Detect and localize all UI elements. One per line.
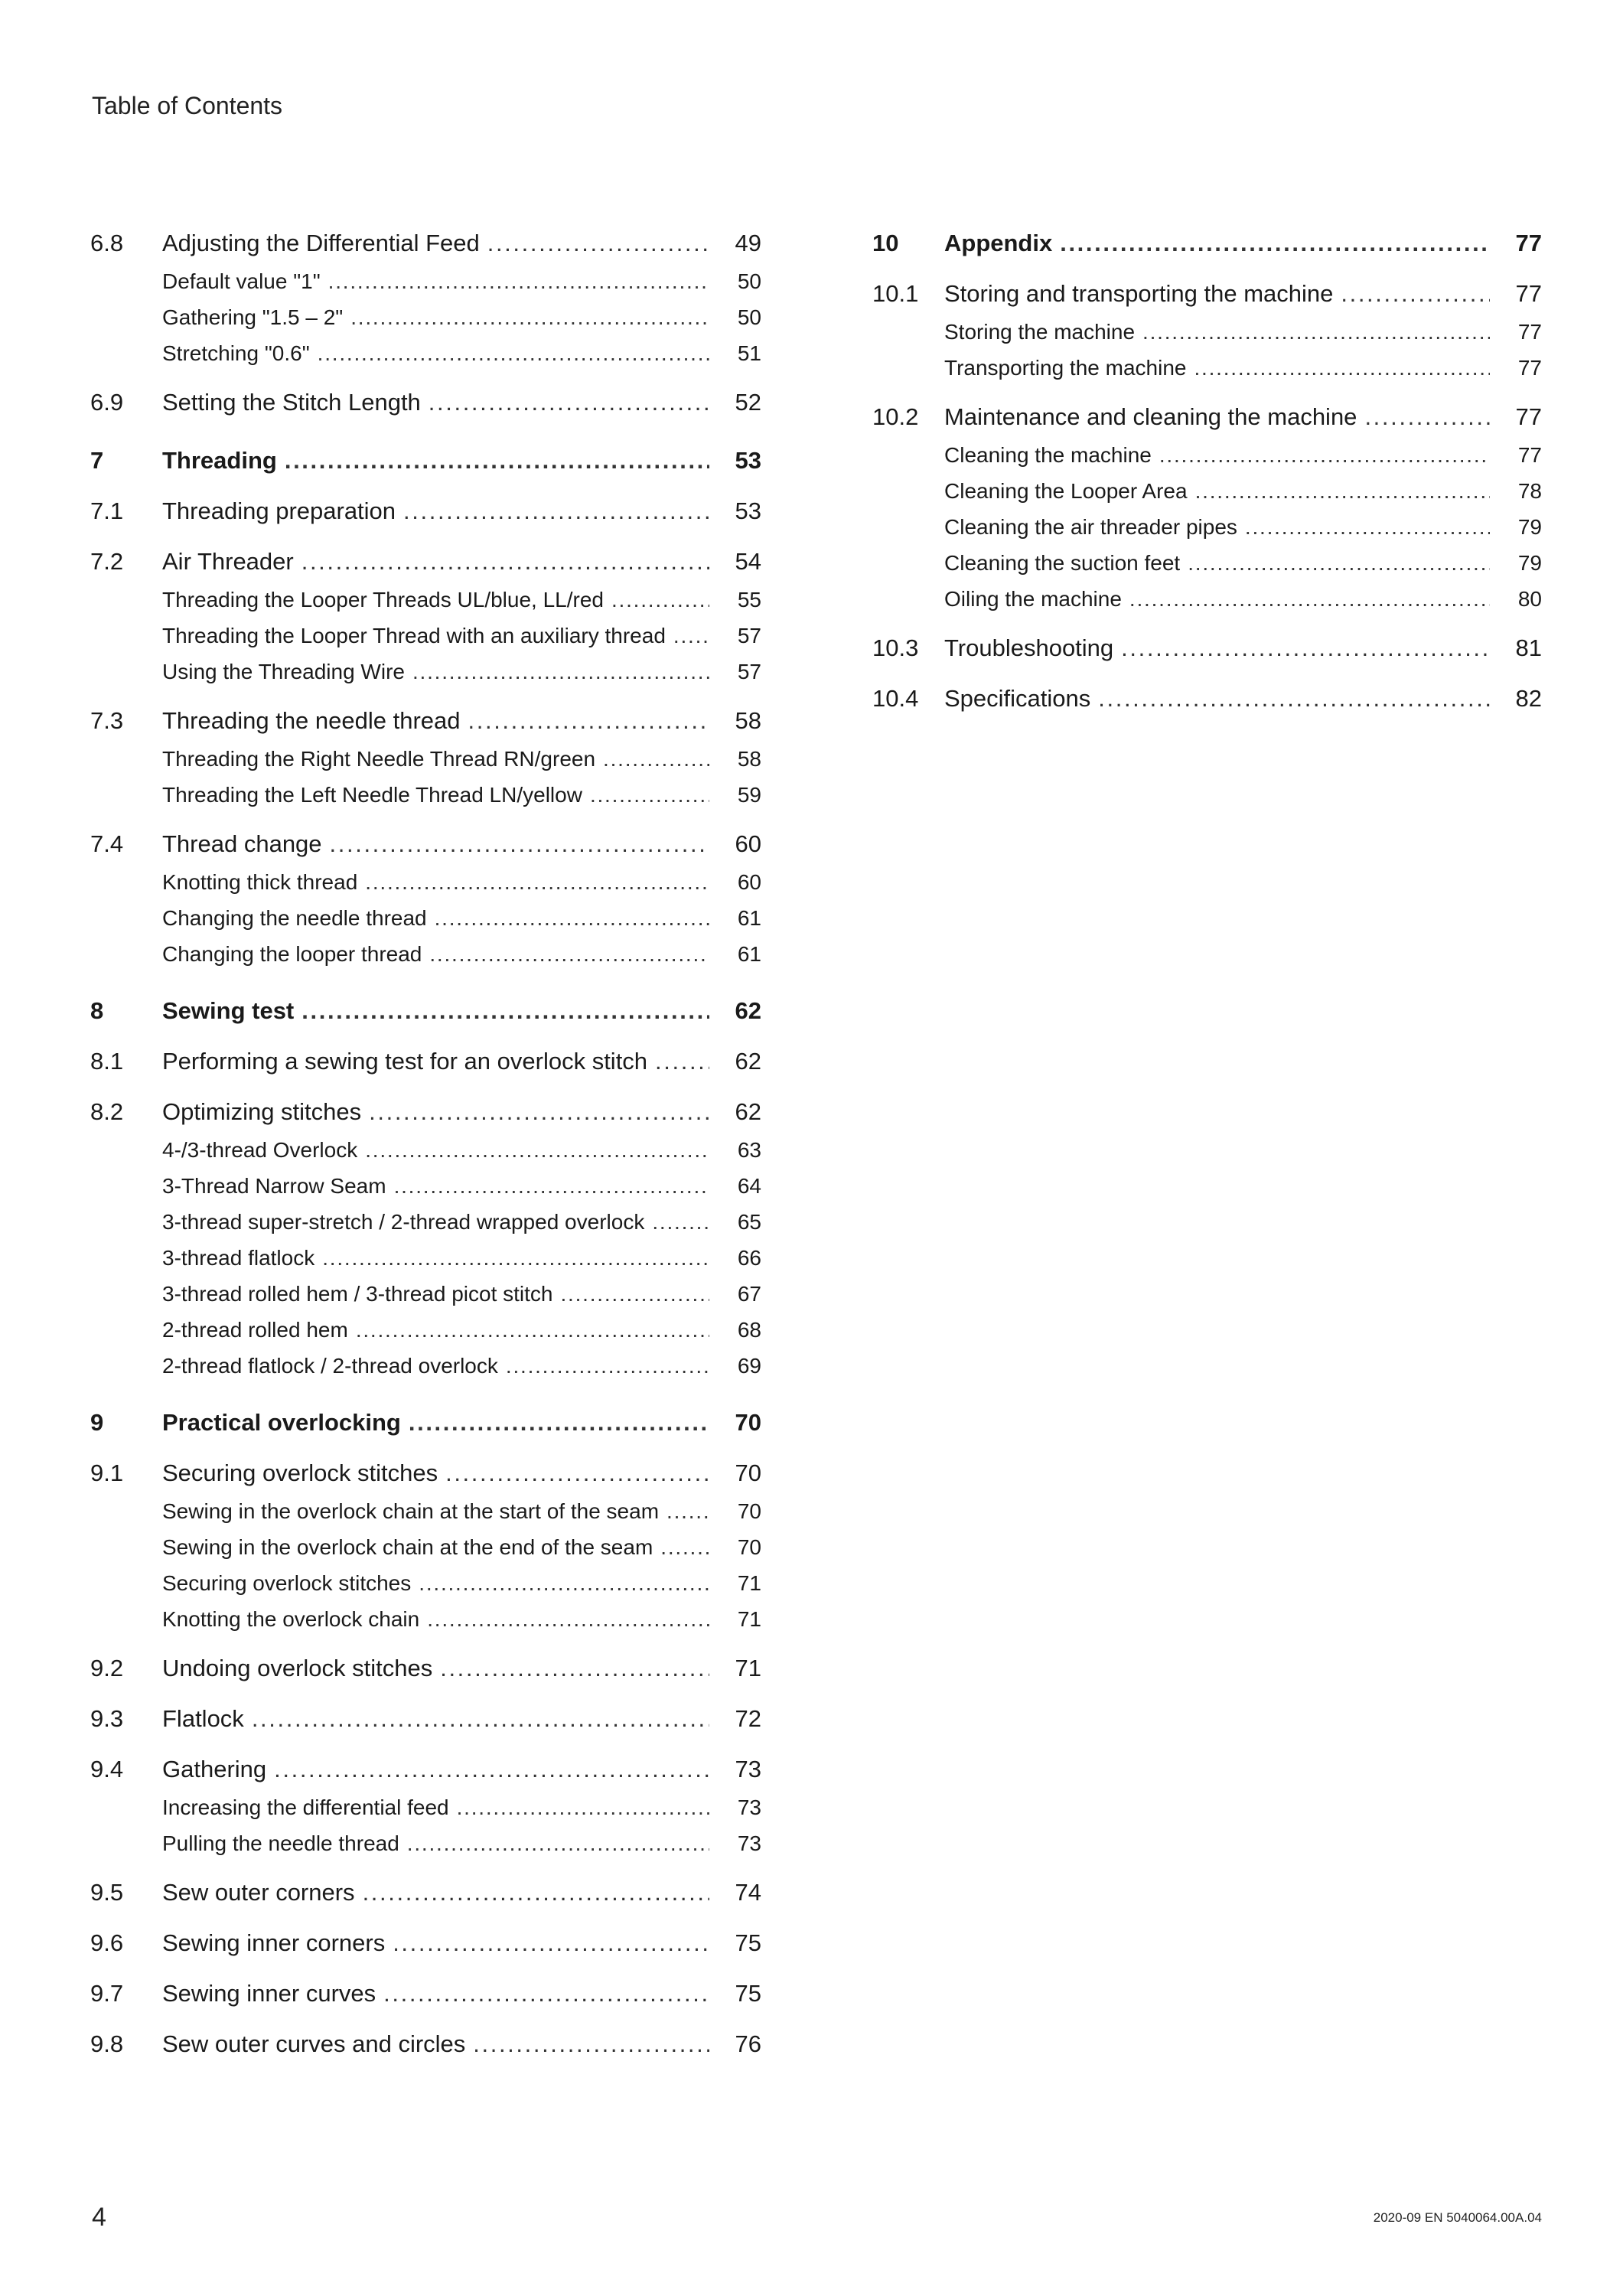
dot-leader [412,660,709,684]
dot-leader [1194,356,1490,380]
dot-leader [301,997,709,1025]
dot-leader [363,1879,709,1906]
dot-leader [285,447,709,475]
dot-leader [322,1246,709,1270]
toc-entry-sub[interactable] [90,660,761,684]
toc-entry-section[interactable] [872,685,1542,713]
toc-entry-section[interactable] [872,280,1542,308]
toc-entry-page: 52 [735,389,761,416]
dot-leader [365,1138,709,1163]
toc-entry-title: 3-thread super-stretch / 2-thread wrapped overlock [162,1210,645,1234]
toc-entry-sub[interactable] [90,1210,761,1234]
toc-entry-section[interactable] [90,707,761,735]
toc-entry-number: 8.1 [90,1048,124,1075]
toc-entry-number: 10.3 [872,634,919,661]
dot-leader [560,1282,709,1306]
toc-entry-chapter[interactable] [872,230,1542,257]
toc-entry-page: 57 [737,660,761,683]
toc-entry-sub[interactable] [90,1831,761,1856]
toc-entry-title: Flatlock [162,1705,244,1732]
toc-entry-page: 73 [735,1756,761,1782]
toc-entry-section[interactable] [90,1655,761,1682]
toc-entry-section[interactable] [90,1879,761,1906]
toc-entry-sub[interactable] [90,305,761,330]
toc-entry-title: Changing the looper thread [162,942,422,966]
toc-entry-sub[interactable] [90,1795,761,1820]
page-header-title: Table of Contents [92,92,283,119]
toc-entry-number: 9.8 [90,2030,124,2057]
toc-entry-section[interactable] [90,1980,761,2007]
dot-leader [318,341,709,366]
toc-entry-page: 53 [735,447,761,474]
footer-page-number: 4 [92,2203,106,2232]
toc-entry-sub[interactable] [90,1571,761,1596]
toc-entry-sub[interactable] [90,341,761,366]
dot-leader [473,2030,709,2058]
toc-entry-page: 55 [737,588,761,612]
toc-right-column [872,230,1542,725]
toc-entry-number: 9.7 [90,1980,124,2007]
toc-entry-page: 78 [1517,479,1542,503]
toc-entry-title: Oiling the machine [944,587,1122,611]
toc-entry-number: 9 [90,1409,104,1436]
toc-entry-title: Storing the machine [944,320,1136,344]
dot-leader [673,624,709,648]
dot-leader [274,1756,709,1783]
toc-entry-page: 71 [735,1655,761,1681]
toc-entry-sub[interactable] [90,269,761,294]
toc-entry-page: 54 [735,548,761,575]
toc-entry-page: 62 [735,997,761,1024]
dot-leader [356,1318,709,1342]
dot-leader [468,707,709,735]
toc-entry-page: 79 [1517,515,1542,539]
toc-entry-page: 62 [735,1098,761,1125]
toc-entry-section[interactable] [872,403,1542,431]
toc-entry-page: 70 [735,1409,761,1436]
dot-leader [1195,479,1490,504]
toc-entry-page: 50 [737,305,761,329]
toc-entry-number: 8.2 [90,1098,124,1125]
toc-entry-page: 61 [737,906,761,930]
toc-entry-page: 77 [1515,280,1542,307]
toc-entry-page: 77 [1515,403,1542,430]
toc-entry-section[interactable] [90,830,761,858]
dot-leader [350,305,709,330]
toc-entry-sub[interactable] [90,624,761,648]
toc-entry-title: Cleaning the Looper Area [944,479,1188,503]
toc-entry-sub[interactable] [90,1607,761,1632]
toc-entry-page: 77 [1517,443,1542,467]
dot-leader [1098,685,1490,713]
toc-entry-page: 67 [737,1282,761,1306]
dot-leader [383,1980,709,2007]
toc-entry-title: Using the Threading Wire [162,660,405,683]
toc-entry-page: 59 [737,783,761,807]
dot-leader [1142,320,1490,344]
toc-entry-page: 70 [737,1535,761,1559]
toc-entry-sub[interactable] [872,551,1542,576]
toc-entry-number: 8 [90,997,104,1024]
dot-leader [435,906,709,931]
toc-entry-section[interactable] [90,548,761,576]
toc-entry-title: Securing overlock stitches [162,1571,412,1595]
toc-entry-title: Cleaning the air threader pipes [944,515,1237,539]
toc-entry-number: 10 [872,230,899,256]
toc-entry-page: 58 [737,747,761,771]
toc-entry-page: 73 [737,1795,761,1819]
toc-entry-sub[interactable] [90,942,761,967]
toc-entry-page: 61 [737,942,761,966]
toc-entry-number: 9.1 [90,1459,124,1486]
dot-leader [301,548,709,576]
toc-entry-page: 77 [1515,230,1542,256]
dot-leader [1364,403,1490,431]
dot-leader [603,747,709,771]
toc-entry-page: 70 [737,1499,761,1523]
dot-leader [427,1607,709,1632]
toc-entry-sub[interactable] [90,1354,761,1378]
toc-entry-title: Threading the Looper Thread with an auxiliary thread [162,624,666,647]
dot-leader [394,1174,709,1199]
toc-entry-section[interactable] [90,1929,761,1957]
toc-entry-title: Adjusting the Differential Feed [162,230,480,256]
toc-entry-title: Knotting the overlock chain [162,1607,420,1631]
toc-entry-page: 53 [735,497,761,524]
dot-leader [1129,587,1490,612]
toc-entry-title: Troubleshooting [944,634,1114,661]
toc-entry-number: 9.4 [90,1756,124,1782]
toc-entry-page: 49 [735,230,761,256]
dot-leader [409,1409,709,1437]
toc-entry-page: 79 [1517,551,1542,575]
toc-entry-page: 63 [737,1138,761,1162]
dot-leader [457,1795,709,1820]
toc-entry-section[interactable] [90,230,761,257]
toc-entry-title: Maintenance and cleaning the machine [944,403,1357,430]
toc-entry-title: Increasing the differential feed [162,1795,449,1819]
toc-entry-chapter[interactable] [90,447,761,475]
toc-entry-title: Transporting the machine [944,356,1187,380]
toc-entry-page: 80 [1517,587,1542,611]
dot-leader [429,942,709,967]
toc-entry-page: 77 [1517,356,1542,380]
toc-entry-title: Gathering "1.5 – 2" [162,305,344,329]
toc-entry-sub[interactable] [90,1318,761,1342]
dot-leader [590,783,709,807]
toc-entry-sub[interactable] [90,1282,761,1306]
toc-entry-title: Sewing in the overlock chain at the start of the seam [162,1499,660,1523]
toc-entry-title: Sew outer curves and circles [162,2030,466,2057]
toc-entry-sub[interactable] [872,356,1542,380]
toc-entry-title: Optimizing stitches [162,1098,362,1125]
dot-leader [1245,515,1490,540]
toc-entry-title: Sewing inner corners [162,1929,386,1956]
toc-entry-sub[interactable] [90,747,761,771]
toc-entry-title: Cleaning the machine [944,443,1152,467]
toc-entry-page: 82 [1515,685,1542,712]
toc-entry-sub[interactable] [872,443,1542,468]
toc-entry-number: 9.6 [90,1929,124,1956]
toc-entry-sub[interactable] [872,320,1542,344]
toc-entry-page: 71 [737,1607,761,1631]
toc-entry-title: Knotting thick thread [162,870,358,894]
toc-entry-title: Air Threader [162,548,294,575]
toc-entry-title: 4-/3-thread Overlock [162,1138,358,1162]
dot-leader [506,1354,709,1378]
toc-entry-section[interactable] [90,1048,761,1075]
toc-entry-sub[interactable] [90,1246,761,1270]
dot-leader [403,497,709,525]
toc-entry-number: 9.2 [90,1655,124,1681]
toc-entry-page: 66 [737,1246,761,1270]
toc-entry-number: 9.5 [90,1879,124,1906]
toc-entry-chapter[interactable] [90,1409,761,1437]
toc-entry-number: 10.2 [872,403,919,430]
toc-entry-title: 2-thread flatlock / 2-thread overlock [162,1354,498,1378]
toc-entry-title: Securing overlock stitches [162,1459,438,1486]
toc-entry-page: 73 [737,1831,761,1855]
dot-leader [252,1705,709,1733]
toc-entry-number: 6.8 [90,230,124,256]
dot-leader [365,870,709,895]
toc-entry-title: Performing a sewing test for an overlock stitch [162,1048,648,1075]
toc-entry-section[interactable] [90,497,761,525]
toc-entry-title: 3-Thread Narrow Seam [162,1174,386,1198]
toc-entry-page: 60 [737,870,761,894]
toc-entry-title: Gathering [162,1756,267,1782]
toc-entry-title: Changing the needle thread [162,906,427,930]
toc-entry-title: Stretching "0.6" [162,341,310,365]
dot-leader [407,1831,709,1856]
toc-entry-section[interactable] [90,2030,761,2058]
toc-entry-title: Threading the Left Needle Thread LN/yellow [162,783,582,807]
toc-entry-page: 69 [737,1354,761,1378]
toc-entry-page: 74 [735,1879,761,1906]
dot-leader [440,1655,709,1682]
dot-leader [1159,443,1490,468]
toc-entry-page: 70 [735,1459,761,1486]
toc-entry-sub[interactable] [90,1138,761,1163]
toc-entry-sub[interactable] [90,870,761,895]
toc-entry-title: Threading preparation [162,497,396,524]
toc-entry-title: Appendix [944,230,1053,256]
toc-entry-title: 3-thread flatlock [162,1246,315,1270]
toc-entry-title: Sewing in the overlock chain at the end of the seam [162,1535,653,1559]
toc-entry-sub[interactable] [90,1174,761,1199]
toc-entry-title: Sew outer corners [162,1879,355,1906]
toc-entry-page: 75 [735,1929,761,1956]
toc-entry-page: 75 [735,1980,761,2007]
toc-entry-section[interactable] [90,1459,761,1487]
toc-entry-title: Specifications [944,685,1091,712]
toc-entry-title: Threading the needle thread [162,707,461,734]
toc-entry-page: 81 [1515,634,1542,661]
toc-entry-sub[interactable] [90,1535,761,1560]
toc-entry-sub[interactable] [90,783,761,807]
toc-entry-section[interactable] [90,1705,761,1733]
toc-entry-page: 77 [1517,320,1542,344]
toc-entry-title: Threading [162,447,277,474]
toc-entry-title: Threading the Looper Threads UL/blue, LL/red [162,588,604,612]
toc-entry-sub[interactable] [90,906,761,931]
dot-leader [369,1098,709,1126]
dot-leader [666,1499,709,1524]
toc-entry-number: 7 [90,447,104,474]
toc-entry-title: Sewing inner curves [162,1980,376,2007]
toc-entry-page: 57 [737,624,761,647]
dot-leader [330,830,709,858]
dot-leader [1060,230,1490,257]
toc-entry-page: 58 [735,707,761,734]
toc-entry-page: 71 [737,1571,761,1595]
toc-entry-section[interactable] [90,1756,761,1783]
toc-entry-number: 10.4 [872,685,919,712]
dot-leader [655,1048,709,1075]
toc-entry-title: 3-thread rolled hem / 3-thread picot stitch [162,1282,553,1306]
toc-entry-sub[interactable] [872,515,1542,540]
dot-leader [393,1929,709,1957]
toc-entry-title: Threading the Right Needle Thread RN/green [162,747,596,771]
toc-entry-title: Storing and transporting the machine [944,280,1334,307]
toc-entry-title: 2-thread rolled hem [162,1318,348,1342]
dot-leader [611,588,709,612]
dot-leader [429,389,709,416]
toc-entry-number: 7.4 [90,830,124,857]
toc-entry-title: Sewing test [162,997,295,1024]
toc-entry-title: Setting the Stitch Length [162,389,421,416]
toc-entry-page: 64 [737,1174,761,1198]
toc-left-column [90,230,761,2070]
dot-leader [328,269,709,294]
footer-doc-code: 2020-09 EN 5040064.00A.04 [1373,2210,1542,2225]
toc-entry-section[interactable] [90,389,761,416]
toc-entry-title: Pulling the needle thread [162,1831,399,1855]
toc-entry-page: 76 [735,2030,761,2057]
dot-leader [419,1571,709,1596]
toc-entry-number: 10.1 [872,280,919,307]
toc-entry-section[interactable] [872,634,1542,662]
dot-leader [487,230,709,257]
toc-entry-title: Default value "1" [162,269,321,293]
toc-entry-sub[interactable] [872,587,1542,612]
toc-entry-page: 60 [735,830,761,857]
toc-entry-title: Cleaning the suction feet [944,551,1181,575]
toc-entry-section[interactable] [90,1098,761,1126]
dot-leader [660,1535,709,1560]
dot-leader [652,1210,709,1234]
toc-entry-sub[interactable] [90,588,761,612]
toc-entry-page: 50 [737,269,761,293]
toc-entry-number: 7.3 [90,707,124,734]
dot-leader [445,1459,709,1487]
toc-entry-number: 7.1 [90,497,124,524]
toc-entry-page: 72 [735,1705,761,1732]
toc-entry-title: Practical overlocking [162,1409,401,1436]
toc-entry-sub[interactable] [90,1499,761,1524]
dot-leader [1188,551,1490,576]
toc-entry-page: 65 [737,1210,761,1234]
toc-entry-sub[interactable] [872,479,1542,504]
dot-leader [1341,280,1490,308]
toc-entry-page: 62 [735,1048,761,1075]
toc-entry-page: 51 [737,341,761,365]
dot-leader [1121,634,1490,662]
toc-entry-page: 68 [737,1318,761,1342]
toc-entry-number: 9.3 [90,1705,124,1732]
toc-entry-number: 6.9 [90,389,124,416]
toc-entry-title: Thread change [162,830,322,857]
toc-entry-chapter[interactable] [90,997,761,1025]
toc-entry-title: Undoing overlock stitches [162,1655,433,1681]
toc-entry-number: 7.2 [90,548,124,575]
